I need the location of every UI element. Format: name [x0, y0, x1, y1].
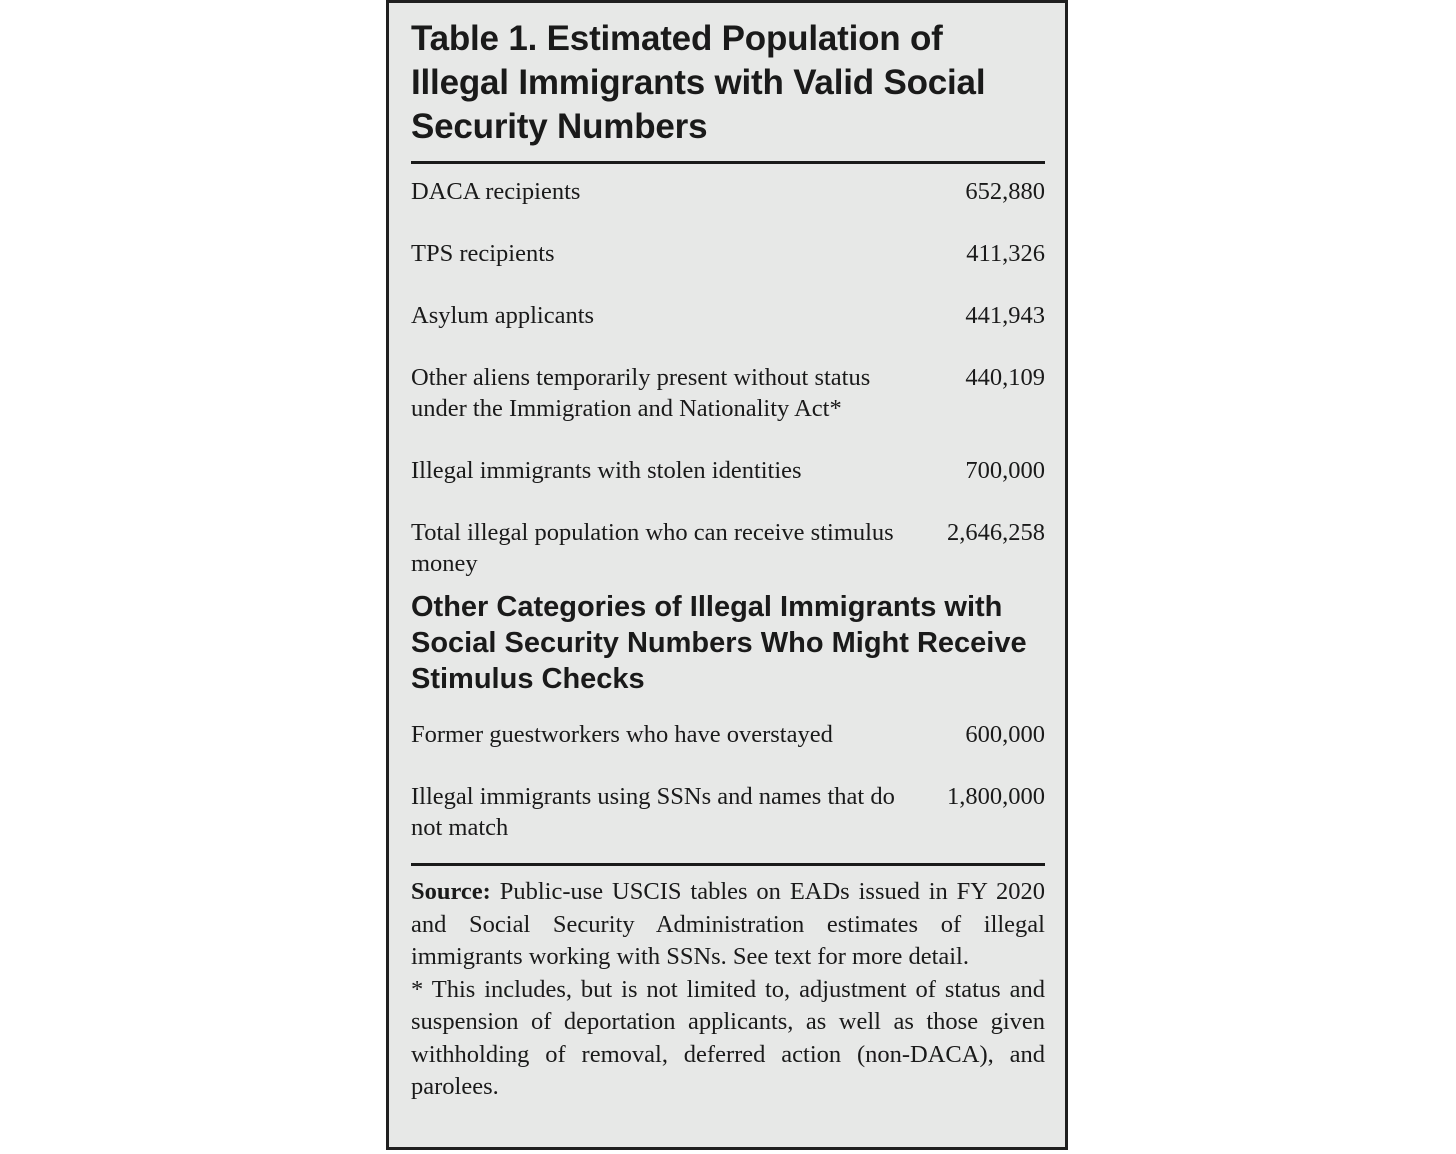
row-label: Total illegal population who can receive stimulus money — [411, 519, 894, 577]
source-label: Source: — [411, 878, 491, 905]
row-value: 441,943 — [965, 302, 1045, 329]
table-row — [411, 176, 1045, 207]
table-panel — [386, 0, 1068, 1150]
table-row — [411, 455, 1045, 486]
row-label: Illegal immigrants using SSNs and names that do not match — [411, 783, 895, 841]
table-row-total — [411, 517, 1045, 579]
table-row — [411, 781, 1045, 843]
table-content — [411, 17, 1045, 1104]
table-row — [411, 719, 1045, 750]
row-label: Other aliens temporarily present without status under the Immigration and Nationality Act* — [411, 364, 871, 422]
row-value: 1,800,000 — [947, 783, 1045, 810]
bottom-rule — [411, 863, 1045, 866]
table-title: Table 1. Estimated Population of Illegal Immigrants with Valid Social Security Numbers — [411, 19, 986, 146]
row-label: Former guestworkers who have overstayed — [411, 721, 833, 748]
source-text: Public-use USCIS tables on EADs issued in FY 2020 and Social Security Administration estimates of illegal immigrants working with SSNs. See text for more detail. — [411, 878, 1045, 970]
row-label: TPS recipients — [411, 240, 555, 267]
table-row — [411, 300, 1045, 331]
section-subheading: Other Categories of Illegal Immigrants with Social Security Numbers Who Might Receive Stimulus Checks — [411, 591, 1027, 695]
row-value: 700,000 — [965, 457, 1045, 484]
row-value: 600,000 — [965, 721, 1045, 748]
source-note — [411, 876, 1045, 974]
row-label: DACA recipients — [411, 178, 581, 205]
row-value: 2,646,258 — [947, 519, 1045, 546]
row-value: 411,326 — [966, 240, 1045, 267]
row-label: Illegal immigrants with stolen identities — [411, 457, 802, 484]
table-row — [411, 238, 1045, 269]
row-label: Asylum applicants — [411, 302, 595, 329]
row-value: 440,109 — [965, 364, 1045, 391]
footnote: * This includes, but is not limited to, adjustment of status and suspension of deportation applicants, as well as those given withholding of removal, deferred action (non-DACA), and parolees. — [411, 975, 1045, 1100]
row-value: 652,880 — [965, 178, 1045, 205]
table-row — [411, 362, 1045, 424]
top-rule — [411, 161, 1045, 164]
